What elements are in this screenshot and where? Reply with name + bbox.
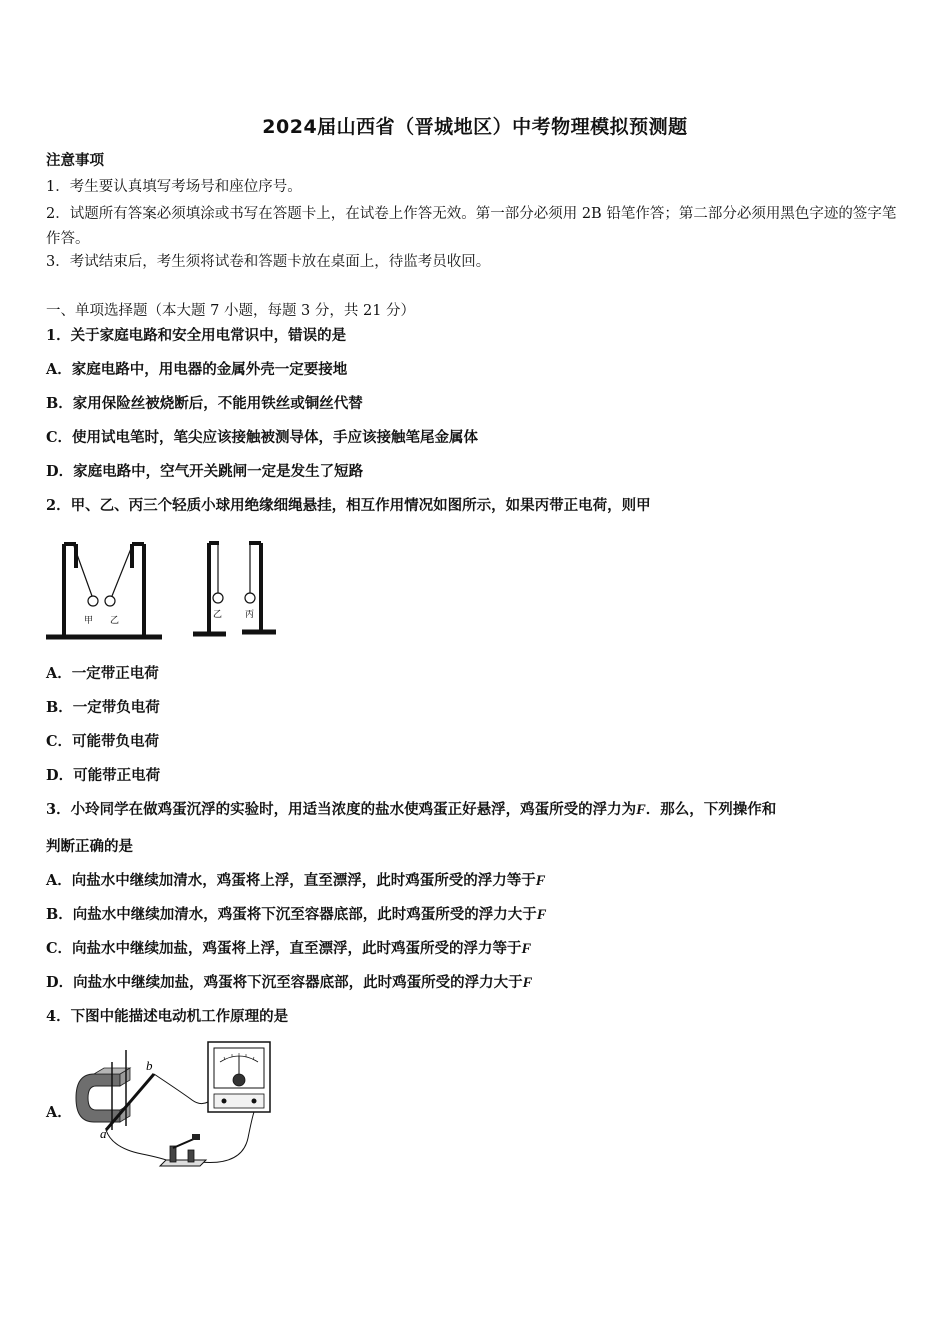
q3-stem-line1 [46,800,776,820]
q3-option-a-var: F [535,873,546,889]
q3-option-a-text: A．向盐水中继续加清水，鸡蛋将上浮，直至漂浮，此时鸡蛋所受的浮力等于 [46,872,536,889]
q1-option-b: B．家用保险丝被烧断后，不能用铁丝或铜丝代替 [46,395,363,412]
q4-stem: 4．下图中能描述电动机工作原理的是 [46,1008,289,1025]
q3-option-d-var: F [522,975,533,991]
ball-yi-1 [105,596,115,606]
q1-option-c: C．使用试电笔时，笔尖应该接触被测导体，手应该接触笔尾金属体 [46,429,479,446]
label-yi-2: 乙 [213,610,223,620]
q1-option-d: D．家庭电路中，空气开关跳闸一定是发生了短路 [46,463,364,480]
ball-bing [245,593,255,603]
horseshoe-magnet [76,1068,130,1122]
notice-item-1: 1．考生要认真填写考场号和座位序号。 [46,179,302,195]
label-yi-1: 乙 [110,616,120,626]
notice-item-2: 2．试题所有答案必须填涂或书写在答题卡上，在试卷上作答无效。第一部分必须用 2B 铅笔作答；第二部分必须用黑色字迹的签字笔作答。 [46,206,897,247]
ball-yi-2 [213,593,223,603]
notice-heading: 注意事项 [46,152,104,169]
q3-option-c [46,939,531,959]
stand-right [193,543,276,634]
page-title: 2024届山西省（晋城地区）中考物理模拟预测题 [262,116,688,138]
label-a: a [100,1126,107,1141]
q3-option-d [46,973,532,993]
q3-option-c-text: C．向盐水中继续加盐，鸡蛋将上浮，直至漂浮，此时鸡蛋所受的浮力等于 [46,940,522,957]
q2-option-d: D．可能带正电荷 [46,767,161,784]
knife-switch [160,1134,206,1166]
q2-figure [46,538,278,644]
q3-stem-line2: 判断正确的是 [46,838,133,855]
stand-left [46,544,108,637]
q4-figure [72,1038,274,1174]
section-heading: 一、单项选择题（本大题 7 小题，每题 3 分，共 21 分） [46,303,416,319]
q1-stem: 1．关于家庭电路和安全用电常识中，错误的是 [46,327,347,344]
q3-option-c-var: F [521,941,532,957]
q3-option-b-text: B．向盐水中继续加清水，鸡蛋将下沉至容器底部，此时鸡蛋所受的浮力大于 [46,906,537,923]
q4-option-a-label: A． [46,1104,72,1121]
q3-stem-var: F [636,802,646,818]
q3-option-a [46,871,545,891]
q3-option-b [46,905,546,925]
notice-item-3: 3．考试结束后，考生须将试卷和答题卡放在桌面上，待监考员收回。 [46,254,491,270]
galvanometer [208,1042,270,1112]
q2-stem: 2．甲、乙、丙三个轻质小球用绝缘细绳悬挂，相互作用情况如图所示，如果丙带正电荷，则甲 [46,497,651,514]
label-jia: 甲 [84,616,94,626]
q2-option-c: C．可能带负电荷 [46,733,160,750]
q3-option-b-var: F [536,907,547,923]
ball-jia [88,596,98,606]
q1-option-a: A．家庭电路中，用电器的金属外壳一定要接地 [46,361,348,378]
q2-option-b: B．一定带负电荷 [46,699,160,716]
label-b: b [146,1058,153,1073]
q3-stem-text: 3．小玲同学在做鸡蛋沉浮的实验时，用适当浓度的盐水使鸡蛋正好悬浮，鸡蛋所受的浮力为 [46,801,637,818]
q3-option-d-text: D．向盐水中继续加盐，鸡蛋将下沉至容器底部，此时鸡蛋所受的浮力大于 [46,974,523,991]
q2-option-a: A．一定带正电荷 [46,665,159,682]
label-bing: 丙 [245,610,255,620]
q3-stem-tail: ．那么，下列操作和 [645,801,777,818]
